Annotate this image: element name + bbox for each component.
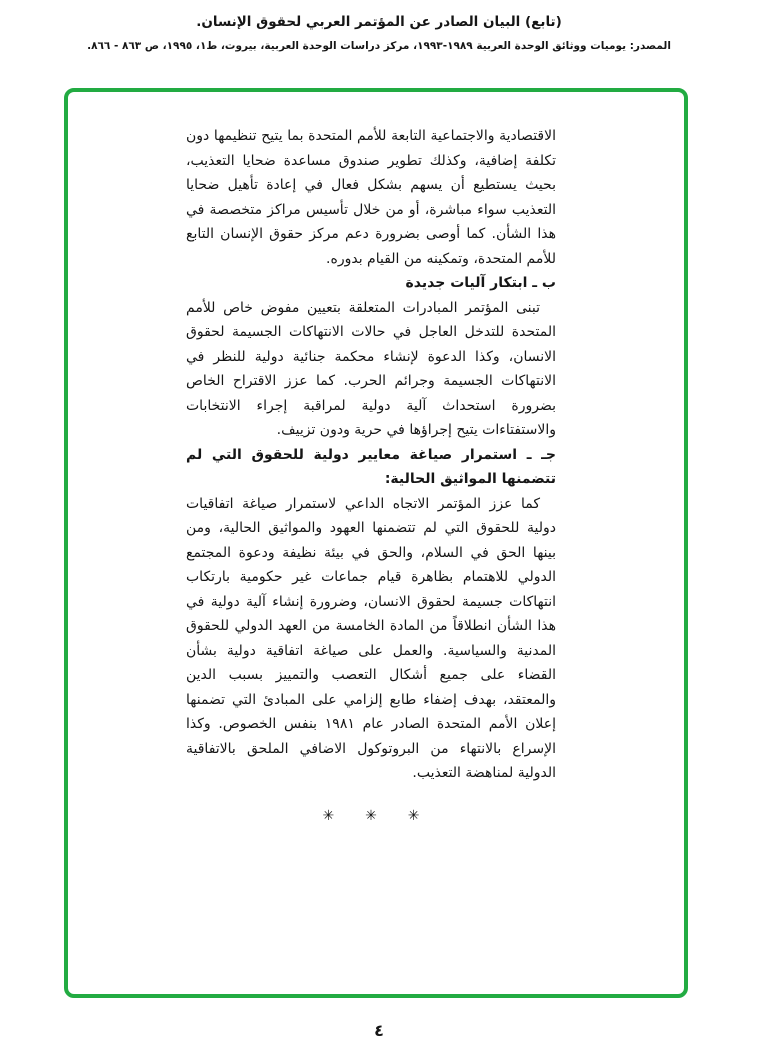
page-number: ٤ — [374, 1021, 384, 1040]
page-header — [0, 0, 758, 52]
section-separator-asterisks: ✳ ✳ ✳ — [322, 807, 420, 824]
section-heading-b: ب ـ ابتكار آليات جديدة — [405, 275, 556, 291]
section-heading-c: جـ ـ استمرار صياغة معايير دولية للحقوق التي لم تتضمنها المواثيق الحالية: — [186, 446, 556, 487]
paragraph-new-mechanisms: تبنى المؤتمر المبادرات المتعلقة بتعيين مفوض خاص للأمم المتحدة للتدخل العاجل في حالات الانتهاكات الجسيمة لحقوق الانسان، وكذا الدعوة لإنشاء محكمة جنائية دولية للنظر في الانتهاكات الجسيمة وجرائم الحرب. كما عزز الاقتراح الخاص بضرورة استحداث آلية دولية لمراقبة إجراء الانتخابات والاستفتاءات يتيح إجراؤها في حرية ودون تزييف. — [186, 299, 556, 438]
paragraph-continuation: الاقتصادية والاجتماعية التابعة للأمم المتحدة بما يتيح تنظيمها دون تكلفة إضافية، وكذلك تطوير صندوق مساعدة ضحايا التعذيب، بحيث يستطيع أن يسهم بشكل فعال في إعادة تأهيل ضحايا التعذيب سواء مباشرة، أو من خلال تأسيس مراكز متخصصة في هذا الشأن. كما أوصى بضرورة دعم مركز حقوق الإنسان التابع للأمم المتحدة، وتمكينه من القيام بدوره. — [186, 128, 556, 267]
paragraph-international-standards: كما عزز المؤتمر الاتجاه الداعي لاستمرار صياغة اتفاقيات دولية للحقوق التي لم تتضمنها العهود والمواثيق الحالية، ومن بينها الحق في السلام، والحق في بيئة نظيفة ودعوة المجتمع الدولي للاهتمام بظاهرة قيام جماعات غير حكومية بارتكاب انتهاكات جسيمة لحقوق الانسان، وضرورة إنشاء آلية دولية في هذا الشأن انطلاقاً من المادة الخامسة من العهد الدولي للحقوق المدنية والسياسية. والعمل على صياغة اتفاقية دولية بشأن القضاء على جميع أشكال التعصب والتمييز بسبب الدين والمعتقد، بهدف إضفاء طابع إلزامي على المبادئ التي تضمنها إعلان الأمم المتحدة الصادر عام ١٩٨١ بنفس الخصوص. وكذا الإسراع بالانتهاء من البروتوكول الاضافي الملحق بالاتفاقية الدولية لمناهضة التعذيب. — [186, 495, 556, 781]
document-source-line: المصدر: يوميات ووثائق الوحدة العربية ١٩٨٩-١٩٩٣، مركز دراسات الوحدة العربية، بيروت، ط١، ١٩٩٥، ص ٨٦٣ - ٨٦٦. — [87, 40, 671, 52]
text-column — [186, 124, 556, 828]
content-frame — [64, 88, 688, 998]
document-title: (تابع) البيان الصادر عن المؤتمر العربي لحقوق الإنسان. — [196, 14, 562, 30]
